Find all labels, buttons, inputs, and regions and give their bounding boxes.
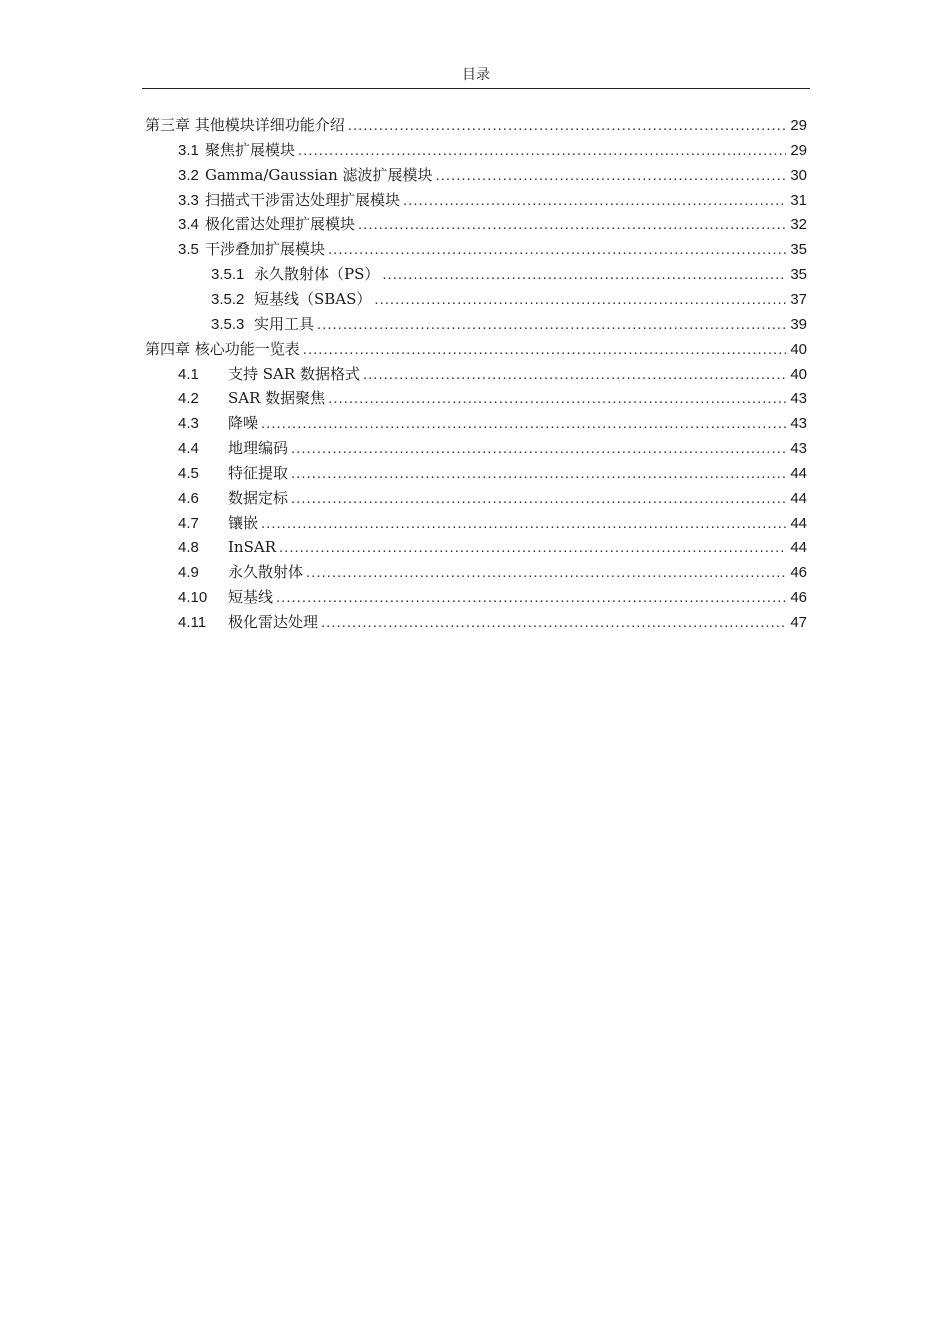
toc-entry-title: 支持 SAR 数据格式 xyxy=(228,364,360,383)
toc-entry[interactable] xyxy=(145,338,807,360)
toc-entry-number: 3.5.2 xyxy=(211,290,245,308)
toc-entry[interactable] xyxy=(178,561,807,583)
toc-entry-page-number: 32 xyxy=(790,216,807,234)
toc-entry-page-number: 35 xyxy=(790,266,807,284)
toc-entry-page-number: 44 xyxy=(790,514,807,532)
toc-entry-page-number: 46 xyxy=(790,589,807,607)
toc-entry-number: 4.4 xyxy=(178,440,199,458)
toc-dot-leader xyxy=(403,190,786,212)
toc-dot-leader xyxy=(328,388,786,410)
toc-entry-page-number: 44 xyxy=(790,489,807,507)
toc-dot-leader xyxy=(291,438,786,460)
toc-dot-leader xyxy=(358,214,786,236)
toc-entry-page-number: 43 xyxy=(790,415,807,433)
toc-entry-page-number: 39 xyxy=(790,315,807,333)
toc-entry-number: 4.9 xyxy=(178,564,199,582)
toc-entry-number: 4.11 xyxy=(178,614,207,631)
toc-entry[interactable] xyxy=(178,412,807,434)
toc-entry-page-number: 37 xyxy=(790,290,807,308)
toc-entry-page-number: 40 xyxy=(790,340,807,358)
toc-entry-title: 干涉叠加扩展模块 xyxy=(205,240,326,259)
toc-entry[interactable] xyxy=(178,213,807,235)
toc-dot-leader xyxy=(276,587,786,609)
toc-dot-leader xyxy=(328,239,786,261)
toc-entry-page-number: 46 xyxy=(790,564,807,582)
toc-dot-leader xyxy=(291,488,786,510)
toc-entry[interactable] xyxy=(178,437,807,459)
toc-entry[interactable] xyxy=(178,139,807,161)
toc-entry-title: 实用工具 xyxy=(254,314,315,333)
toc-entry-title: 扫描式干涉雷达处理扩展模块 xyxy=(205,190,401,209)
toc-entry-title: 短基线（SBAS） xyxy=(254,289,372,308)
toc-entry-number: 4.5 xyxy=(178,464,199,482)
toc-entry-page-number: 35 xyxy=(790,241,807,259)
toc-entry-title: 降噪 xyxy=(228,414,259,433)
toc-entry-page-number: 43 xyxy=(790,390,807,408)
toc-dot-leader xyxy=(317,314,786,336)
toc-dot-leader xyxy=(291,463,786,485)
toc-dot-leader xyxy=(303,339,786,361)
toc-entry-title: Gamma/Gaussian 滤波扩展模块 xyxy=(205,165,433,184)
toc-dot-leader xyxy=(382,264,786,286)
toc-entry-title: 第三章 其他模块详细功能介绍 xyxy=(145,116,345,134)
toc-entry-number: 4.8 xyxy=(178,539,199,557)
toc-dot-leader xyxy=(261,413,786,435)
toc-entry-number: 4.7 xyxy=(178,514,199,532)
toc-entry-page-number: 29 xyxy=(790,141,807,159)
toc-dot-leader xyxy=(279,537,786,559)
toc-entry-number: 3.5 xyxy=(178,241,199,259)
toc-entry-title: 第四章 核心功能一览表 xyxy=(145,339,300,358)
header-divider xyxy=(142,88,810,89)
toc-entry-number: 3.3 xyxy=(178,191,199,209)
toc-entry[interactable] xyxy=(178,363,807,385)
toc-entry-number: 4.3 xyxy=(178,415,199,433)
toc-entry-title: 永久散射体 xyxy=(228,563,304,582)
toc-dot-leader xyxy=(436,165,786,187)
toc-entry[interactable] xyxy=(178,189,807,211)
toc-entry-page-number: 44 xyxy=(790,539,807,557)
toc-entry-page-number: 29 xyxy=(790,117,807,134)
toc-dot-leader xyxy=(374,289,786,311)
toc-entry-page-number: 44 xyxy=(790,464,807,482)
toc-entry-title: InSAR xyxy=(228,538,276,557)
toc-entry-number: 4.10 xyxy=(178,589,208,607)
toc-entry-title: 镶嵌 xyxy=(228,513,259,532)
toc-entry-page-number: 30 xyxy=(790,166,807,184)
toc-entry[interactable] xyxy=(178,512,807,534)
toc-dot-leader xyxy=(261,513,786,535)
toc-entry-number: 4.2 xyxy=(178,390,199,408)
toc-entry-number: 4.6 xyxy=(178,489,199,507)
toc-entry[interactable] xyxy=(178,536,807,558)
toc-entry[interactable] xyxy=(211,313,807,335)
toc-entry-title: 极化雷达处理扩展模块 xyxy=(205,215,356,234)
toc-entry-title: 特征提取 xyxy=(228,463,289,482)
toc-entry[interactable] xyxy=(178,611,807,633)
toc-entry[interactable] xyxy=(178,387,807,409)
toc-entry-title: 数据定标 xyxy=(228,488,289,507)
toc-entry-number: 3.2 xyxy=(178,166,199,184)
toc-entry-title: 地理编码 xyxy=(228,439,289,458)
toc-entry-number: 3.5.3 xyxy=(211,315,245,333)
page-header-title: 目录 xyxy=(462,67,490,83)
toc-entry[interactable] xyxy=(178,164,807,186)
toc-entry[interactable] xyxy=(178,487,807,509)
toc-entry-page-number: 43 xyxy=(790,440,807,458)
toc-entry-page-number: 31 xyxy=(790,191,807,209)
toc-dot-leader xyxy=(298,140,786,162)
toc-entry[interactable] xyxy=(211,288,807,310)
toc-entry-title: 永久散射体（PS） xyxy=(254,265,380,284)
toc-entry-title: 极化雷达处理 xyxy=(228,613,319,631)
toc-entry-page-number: 47 xyxy=(790,614,807,631)
toc-entry[interactable] xyxy=(145,114,807,136)
toc-entry-page-number: 40 xyxy=(790,365,807,383)
toc-entry[interactable] xyxy=(178,238,807,260)
toc-entry[interactable] xyxy=(178,462,807,484)
toc-entry[interactable] xyxy=(211,263,807,285)
toc-entry-number: 3.1 xyxy=(178,141,199,159)
toc-entry-number: 3.4 xyxy=(178,216,199,234)
toc-entry-number: 3.5.1 xyxy=(211,266,245,284)
toc-entry-title: 聚焦扩展模块 xyxy=(205,140,296,159)
toc-entry-number: 4.1 xyxy=(178,365,199,383)
toc-dot-leader xyxy=(363,364,786,386)
toc-dot-leader xyxy=(348,115,786,137)
toc-entry[interactable] xyxy=(178,586,807,608)
toc-dot-leader xyxy=(321,612,786,634)
toc-entry-title: 短基线 xyxy=(228,588,274,607)
toc-entry-title: SAR 数据聚焦 xyxy=(228,389,326,408)
toc-dot-leader xyxy=(306,562,786,584)
